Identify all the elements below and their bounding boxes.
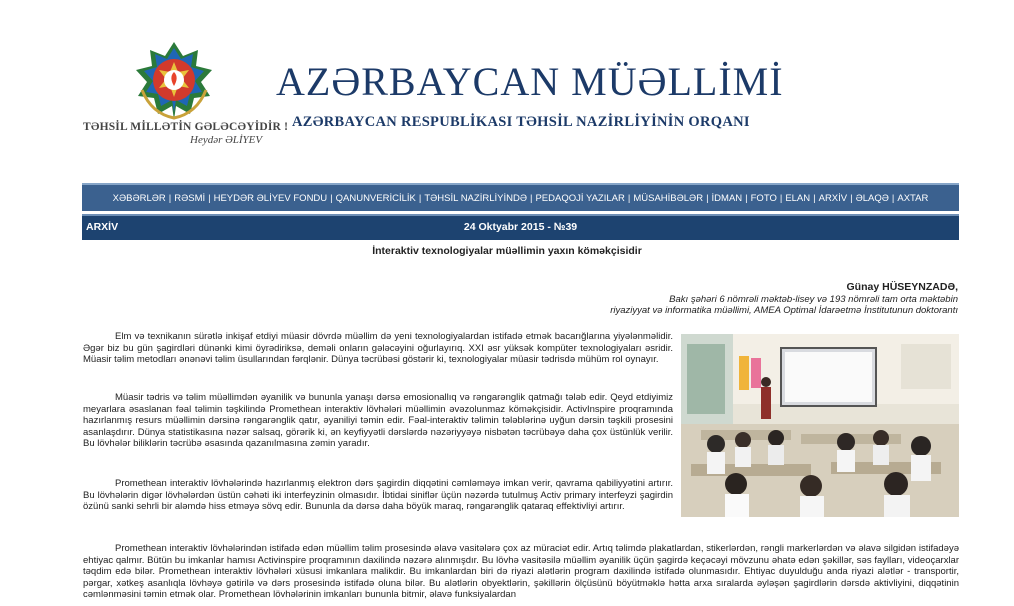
slogan-author: Heydər ƏLİYEV bbox=[190, 134, 263, 146]
nav-separator: | bbox=[208, 192, 211, 204]
archive-bar bbox=[82, 214, 959, 240]
issue-date: 24 Oktyabr 2015 - №39 bbox=[463, 221, 578, 233]
nav-item-news[interactable]: XƏBƏRLƏR bbox=[112, 192, 166, 204]
slogan: TƏHSİL MİLLƏTİN GƏLƏCƏYİDİR ! bbox=[83, 121, 289, 133]
nav-item-official[interactable]: RƏSMİ bbox=[174, 192, 206, 204]
nav-item-search[interactable]: AXTAR bbox=[897, 192, 929, 204]
nav-item-interviews[interactable]: MÜSAHİBƏLƏR bbox=[633, 192, 704, 204]
article-author: Günay HÜSEYNZADƏ, bbox=[846, 281, 958, 293]
article-title: İnteraktiv texnologiyalar müəllimin yaxın köməkçisidir bbox=[372, 245, 642, 257]
nav-separator: | bbox=[418, 192, 422, 204]
nav-separator: | bbox=[779, 192, 783, 204]
nav-separator: | bbox=[813, 192, 816, 204]
nav-item-ministry[interactable]: TƏHSİL NAZİRLİYİNDƏ bbox=[424, 192, 527, 204]
nav-separator: | bbox=[891, 192, 895, 204]
article-paragraph: Elm və texnikanın sürətlə inkişaf etdiyi müasir dövrdə müəllim də yeni texnologiyalardan istifadə etmək bacarığlarına yiyələnməlidir. Əgər biz bu gün şagirdləri dünənki kimi öyrədiriksə, deməli onların gələcəyini oğurlayırıq. XXI əsr yüksək kompüter texnologiyaları əsridir. Müasir təlim metodları ənənəvi təlim üsullarından fərqlənir. Dünya təcrübəsi göstərir ki, texnologiyalar müasir tədrisdə mühüm rol oynayır. bbox=[83, 331, 673, 366]
nav-item-heydar-aliyev-fund[interactable]: HEYDƏR ƏLİYEV FONDU bbox=[213, 192, 328, 204]
nav-separator: | bbox=[850, 192, 853, 204]
author-affiliation-line: Bakı şəhəri 6 nömrəli məktəb-lisey və 193 nömrəli tam orta məktəbin bbox=[669, 294, 958, 305]
nav-item-archive[interactable]: ARXİV bbox=[818, 192, 848, 204]
nav-separator: | bbox=[529, 192, 533, 204]
nav-separator: | bbox=[330, 192, 333, 204]
nav-item-sport[interactable]: İDMAN bbox=[711, 192, 743, 204]
site-subtitle: AZƏRBAYCAN RESPUBLİKASI TƏHSİL NAZİRLİYİNİN ORQANI bbox=[292, 114, 750, 130]
article-paragraph: Promethean interaktiv lövhələrində hazırlanmış elektron dərs şagirdin diqqətini cəmləməyə imkan verir, qavrama qabiliyyətini artırır. Bu lövhələrin digər lövhələrdən üstün cəhəti iki interfeyzinin olmasıdır. İbtidai siniflər üçün nəzərdə tutulmuş Activ primary interfeyzi şagirdin özünü sanki sehrli bir aləmdə hiss etməyə sövq edir. Bununla da dərsə daha böyük maraq, rəngarənglik qataraq effektivliyi artırır. bbox=[83, 478, 673, 513]
article-paragraph: Promethean interaktiv lövhələrindən istifadə edən müəllim təlim prosesində əlavə vasitələrə çox az müraciət edir. Artıq təlimdə plakatlardan, stikerlərdən, rəngli markerlərdən və əlavə silgidən istifadəyə ehtiyac qalmır. Bütün bu imkanlar hamısı Activinspire proqramının daxilində nəzərə alınmışdır. Bu lövhə vasitəsilə müəllim əyanilik üçün şagirdə keçəcəyi mövzunu əhatə edən şəkillər, səs faylları, videoçarxlar təqdim edə bilər. Promethean interaktiv lövhələri xüsusi imkanlara malikdir. Bu imkanlardan biri də riyazi alətlərin program daxilində istifadə olunmasıdır. Ehtiyac duyulduğu anda riyazi alətlər - transportir, pərgar, xətkeş asanlıqla lövhəyə gətirilə və dərs prosesində istifadə oluna bilər. Bu alətlərin obyektlərin, şəkillərin ölçüsünü böyütməklə hətta arxa sıralarda əyləşən şagirdlərin dərsdə aktivliyini, diqqətinin cəmlənməsini təmin etmək olar. Promethean lövhələrinin imkanları bununla bitmir, əlavə funksiyalardan bbox=[83, 543, 959, 601]
nav-item-legislation[interactable]: QANUNVERİCİLİK bbox=[335, 192, 416, 204]
author-affiliation bbox=[610, 294, 958, 316]
nav-separator: | bbox=[168, 192, 172, 204]
nav-item-contact[interactable]: ƏLAQƏ bbox=[855, 192, 889, 204]
azerbaijan-emblem-icon bbox=[134, 40, 214, 120]
nav-separator: | bbox=[706, 192, 709, 204]
site-title[interactable]: AZƏRBAYCAN MÜƏLLİMİ bbox=[276, 59, 784, 104]
main-nav bbox=[82, 183, 959, 211]
nav-separator: | bbox=[627, 192, 631, 204]
article-paragraph: Müasir tədris və təlim müəllimdən əyanilik və bununla yanaşı dərsə emosionallıq və rəngarənglik qatmağı tələb edir. Qeyd etdiyimiz meyarlara əsaslanan fəal təlimin təşkilində Promethean interaktiv lövhələri müəllimin əvəzolunmaz köməkçisidir. ActivInspire proqramında hazırlanmış resurs müəllimin dərsinə rəngarənglik qatır, əyaniliyi təmin edir. Fəal-interaktiv təlimin tələblərinə uyğun dərsin təşkili prosesini asanlaşdırır. Dünya statistikasına nəzər salsaq, görərik ki, ən keyfiyyətli dərslərdə nəzəriyyəyə nisbətən təcrübəyə daha çox üstünlük verilir. Bu lövhələr biliklərin təcrübə əsasında qazanılmasına zəmin yaradır. bbox=[83, 392, 673, 450]
author-affiliation-line: riyaziyyat və informatika müəllimi, AMEA Optimal İdarəetmə İnstitutunun doktorantı bbox=[610, 305, 958, 316]
archive-link[interactable]: ARXİV bbox=[86, 221, 119, 233]
classroom-photo bbox=[681, 334, 959, 517]
nav-item-announcements[interactable]: ELAN bbox=[785, 192, 811, 204]
nav-item-photo[interactable]: FOTO bbox=[750, 192, 777, 204]
nav-item-pedagogical[interactable]: PEDAQOJİ YAZILAR bbox=[535, 192, 625, 204]
nav-separator: | bbox=[745, 192, 748, 204]
